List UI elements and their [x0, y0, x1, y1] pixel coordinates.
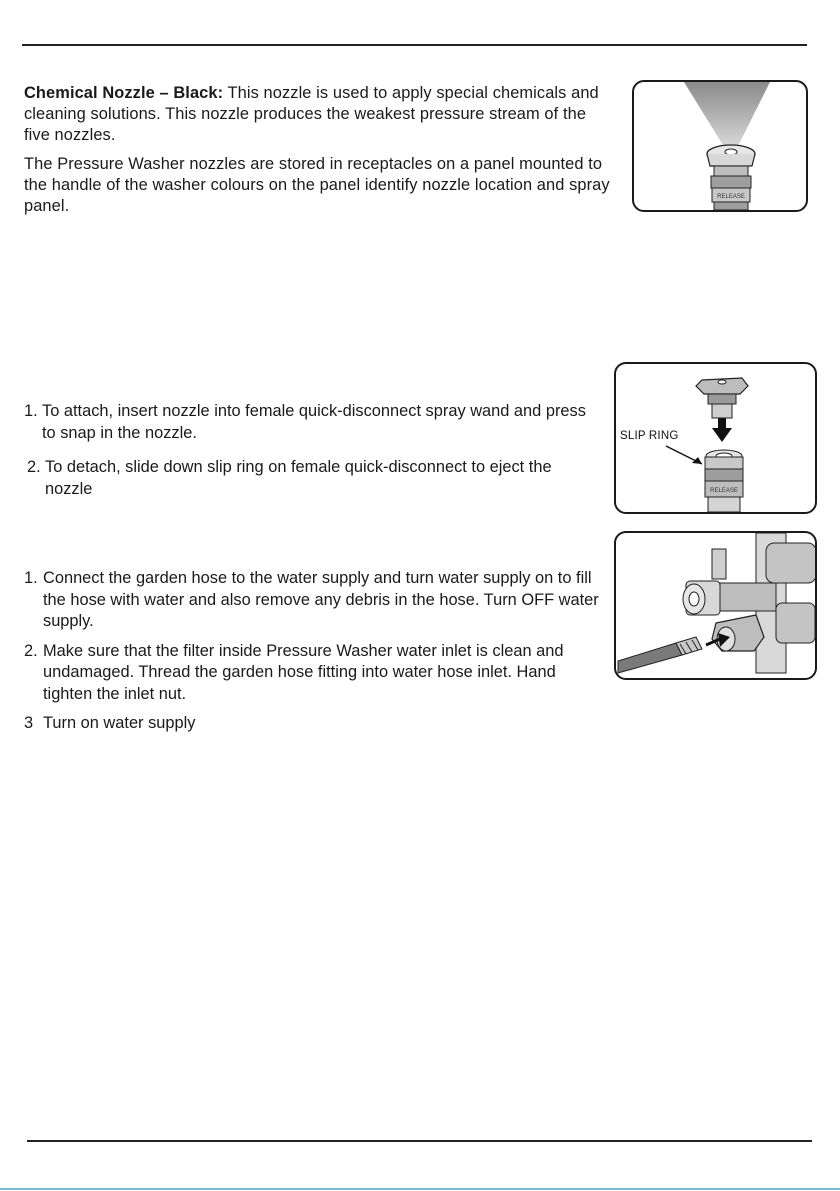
slip-ring-callout: SLIP RING — [620, 430, 679, 442]
list-item: 3 Turn on water supply — [24, 714, 196, 732]
nozzle-spray-illustration — [632, 80, 808, 212]
release-band-label: RELEASE — [717, 194, 745, 200]
chemical-nozzle-paragraph — [24, 83, 614, 146]
hose-inlet-illustration — [614, 531, 817, 680]
header-rule — [22, 44, 807, 46]
list-item: 1. Connect the garden hose to the water supply and turn water supply on to fill the hose with water and also remove any debris in the hose. Turn OFF water supply. — [24, 569, 599, 630]
release-band-label: RELEASE — [710, 488, 738, 494]
footer-rule — [27, 1140, 812, 1142]
chemical-nozzle-heading: Chemical Nozzle – Black: — [24, 84, 224, 102]
list-item: 2. Make sure that the filter inside Pressure Washer water inlet is clean and undamaged. Thread the garden hose fitting into water hose inlet. Hand tighten the inlet nut. — [24, 641, 564, 703]
nozzle-storage-paragraph: The Pressure Washer nozzles are stored in receptacles on a panel mounted to the handle of the washer colours on the panel identify nozzle location and spray panel. — [24, 155, 610, 215]
chemical-nozzle-body: This nozzle is used to apply special chemicals and cleaning solutions. This nozzle produces the weakest pressure stream of the five nozzles. — [24, 84, 599, 144]
page-edge-line — [0, 1188, 840, 1190]
nozzle-attach-steps — [24, 401, 594, 513]
list-item: 1. To attach, insert nozzle into female quick-disconnect spray wand and press to snap in the nozzle. — [24, 402, 586, 442]
quick-disconnect-illustration — [614, 362, 817, 514]
hose-connect-steps — [24, 568, 604, 743]
list-item: 2. To detach, slide down slip ring on female quick-disconnect to eject the nozzle — [27, 458, 552, 498]
